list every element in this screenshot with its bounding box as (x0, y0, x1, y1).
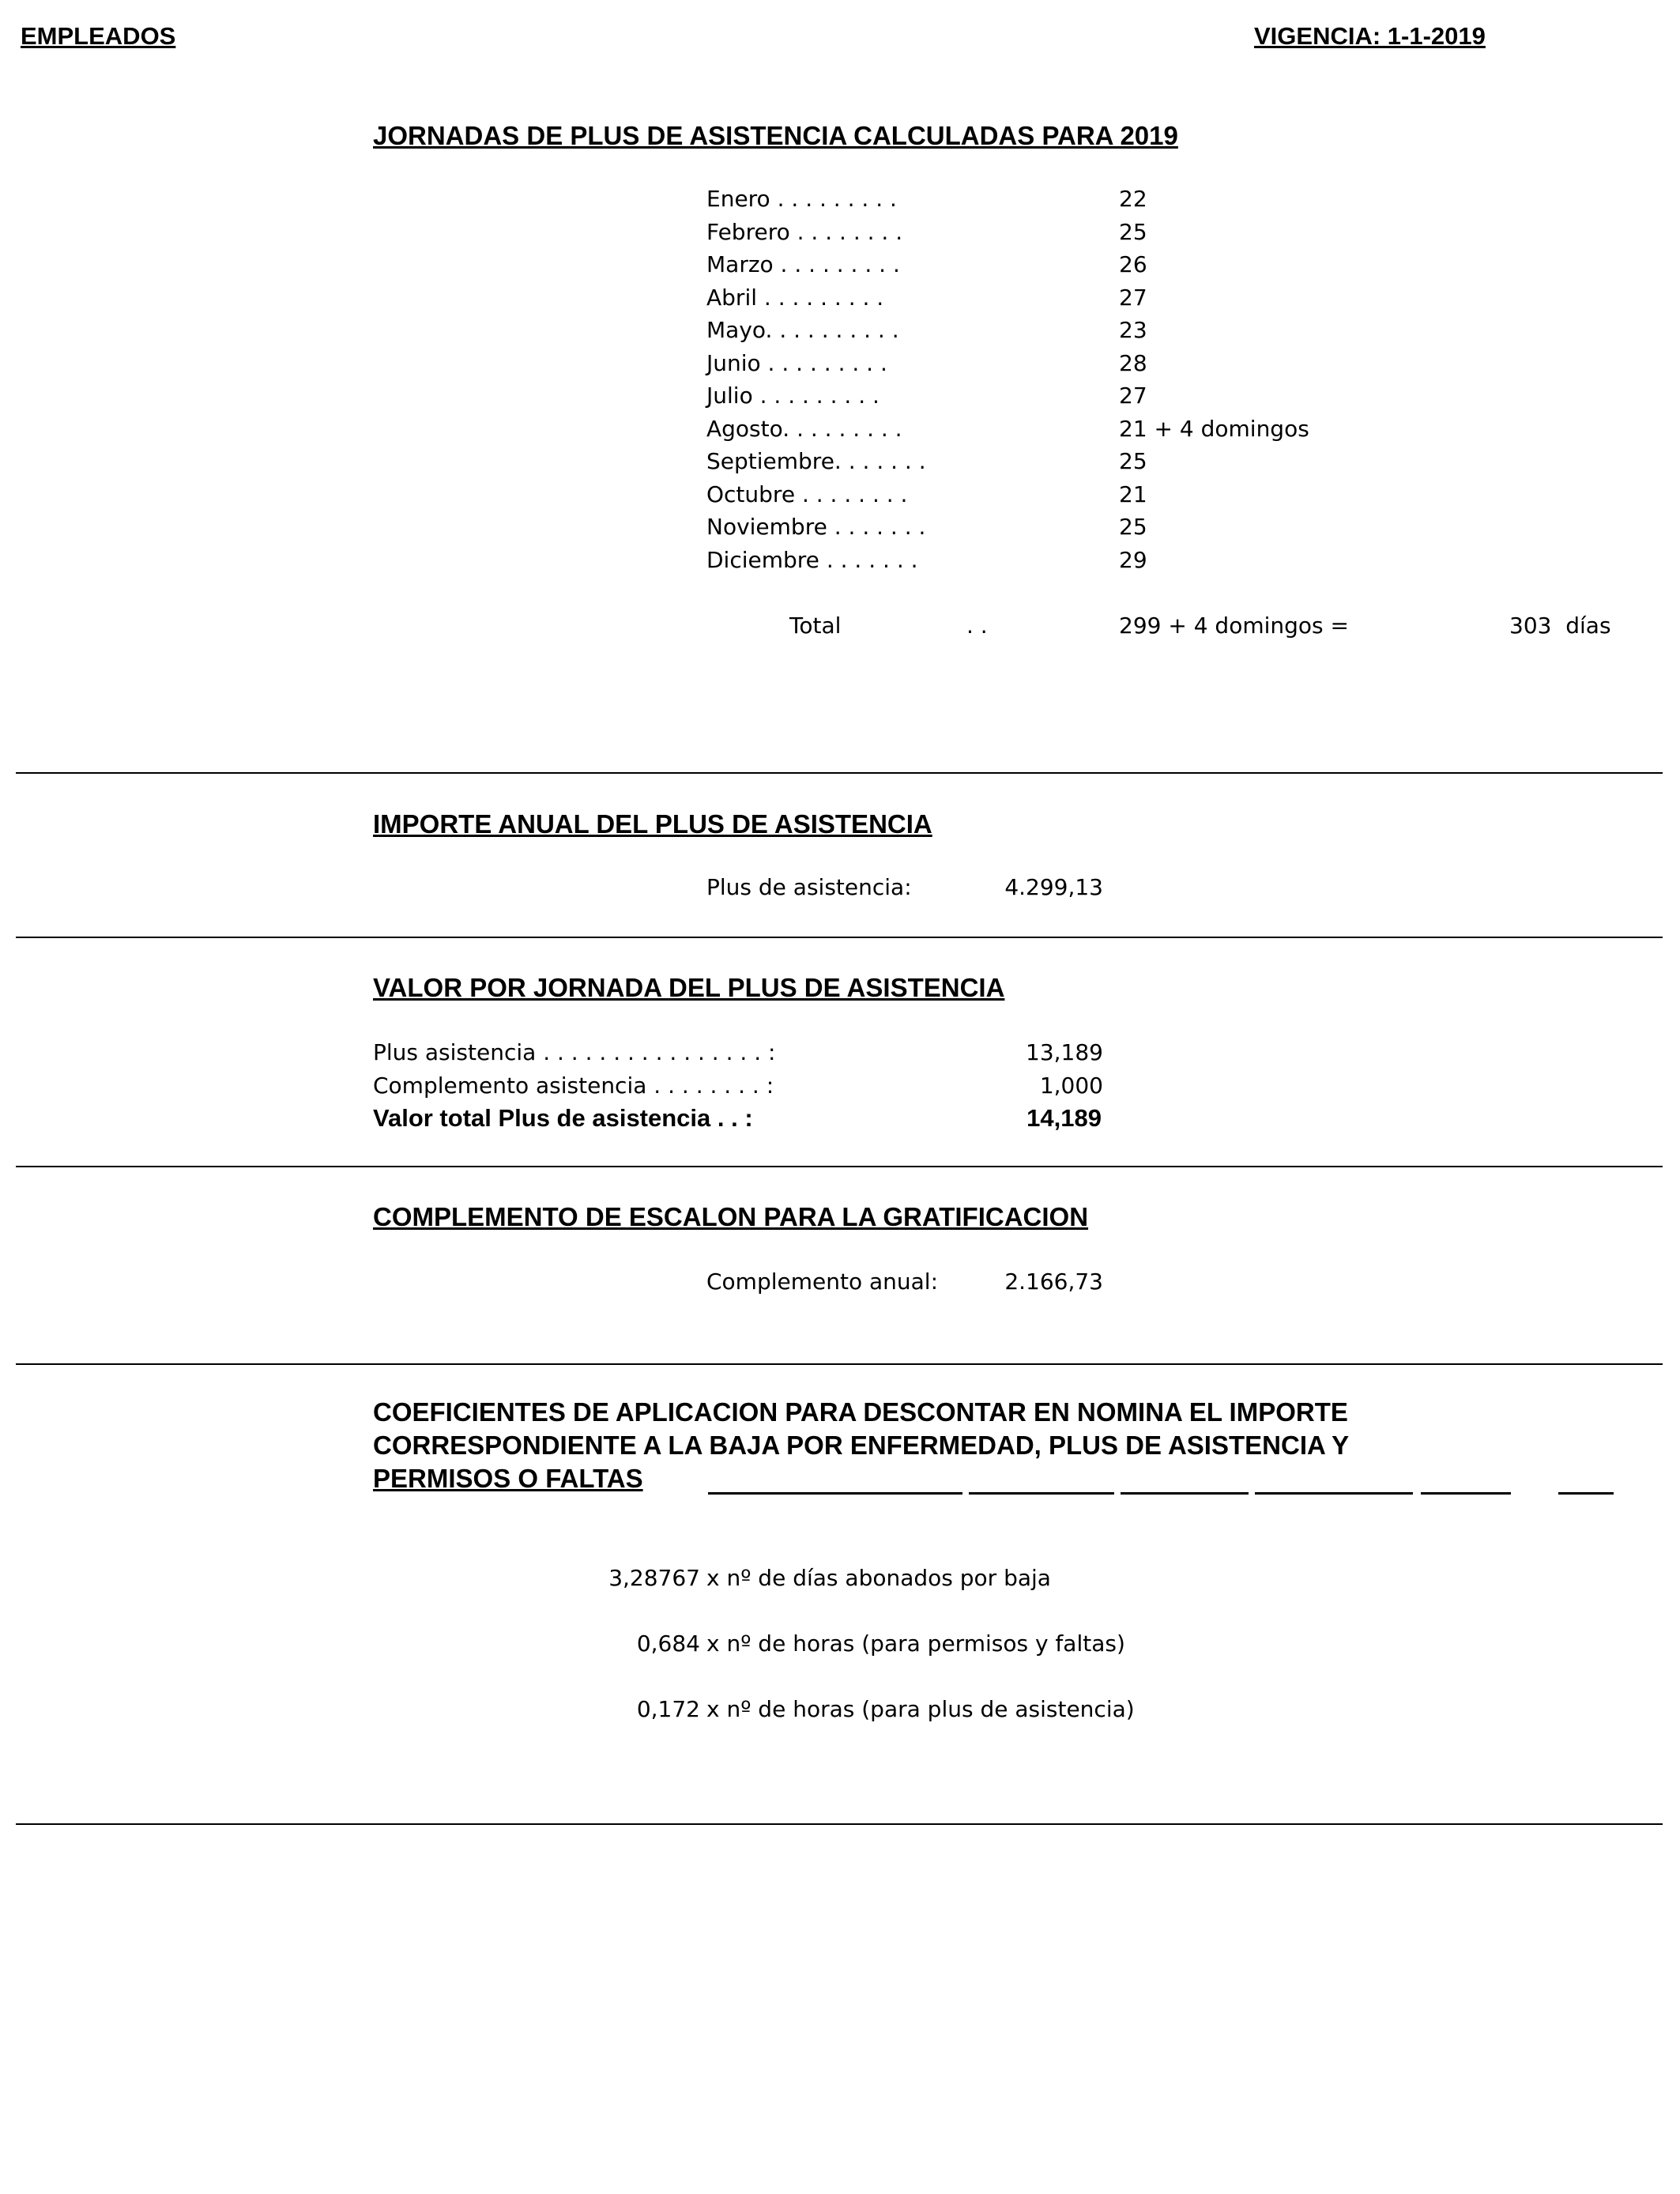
month-label: Marzo . . . . . . . . . (706, 251, 900, 277)
month-value: 21 + 4 domingos (1119, 416, 1309, 442)
month-row (0, 352, 1680, 384)
importe-title: IMPORTE ANUAL DEL PLUS DE ASISTENCIA (373, 809, 932, 839)
month-label: Noviembre . . . . . . . (706, 514, 926, 540)
month-label: Diciembre . . . . . . . (706, 547, 918, 573)
section-divider (16, 937, 1663, 938)
month-label: Agosto. . . . . . . . . (706, 416, 902, 442)
complemento-title: COMPLEMENTO DE ESCALON PARA LA GRATIFICACION (373, 1202, 1089, 1231)
valor-total-value: 14,189 (1026, 1104, 1102, 1132)
coef-value: 0,684 (636, 1630, 700, 1657)
total-dots: . . (966, 613, 988, 639)
month-row (0, 385, 1680, 417)
total-label: Total (789, 613, 842, 639)
valor-total-label: Valor total Plus de asistencia . . : (373, 1104, 753, 1132)
month-value: 27 (1119, 285, 1147, 311)
blank-line (1421, 1492, 1511, 1495)
section-divider (16, 772, 1663, 774)
jornadas-title: JORNADAS DE PLUS DE ASISTENCIA CALCULADAS PARA 2019 (373, 121, 1178, 150)
month-value: 27 (1119, 383, 1147, 409)
total-sum: 299 + 4 domingos = (1119, 613, 1349, 639)
month-label: Julio . . . . . . . . . (706, 383, 880, 409)
complemento-label: Complemento anual: (706, 1269, 939, 1295)
coef-value: 3,28767 (608, 1565, 700, 1591)
coef-title-line: PERMISOS O FALTAS (373, 1464, 643, 1493)
blank-line (1558, 1492, 1614, 1495)
importe-value: 4.299,13 (1004, 874, 1103, 900)
header-left: EMPLEADOS (21, 22, 176, 50)
valor-row-label: Plus asistencia . . . . . . . . . . . . . . . . : (373, 1039, 776, 1065)
total-days: 303 días (1509, 613, 1611, 639)
month-row (0, 221, 1680, 253)
month-label: Mayo. . . . . . . . . . (706, 317, 899, 343)
coef-text: x nº de horas (para permisos y faltas) (706, 1630, 1125, 1657)
blank-line (708, 1492, 962, 1495)
valor-row-value: 13,189 (1026, 1039, 1103, 1065)
month-value: 25 (1119, 448, 1147, 474)
section-divider (16, 1363, 1663, 1365)
coeficientes-title (373, 1396, 1349, 1495)
coef-text: x nº de horas (para plus de asistencia) (706, 1696, 1135, 1722)
section-divider (16, 1823, 1663, 1825)
month-label: Junio . . . . . . . . . (706, 350, 887, 376)
valor-row-label: Complemento asistencia . . . . . . . . : (373, 1072, 774, 1099)
coef-title-line: CORRESPONDIENTE A LA BAJA POR ENFERMEDAD, PLUS DE ASISTENCIA Y (373, 1431, 1350, 1460)
month-value: 25 (1119, 514, 1147, 540)
month-value: 22 (1119, 186, 1147, 212)
coef-text: x nº de días abonados por baja (706, 1565, 1051, 1591)
month-value: 29 (1119, 547, 1147, 573)
month-row (0, 418, 1680, 450)
importe-label: Plus de asistencia: (706, 874, 912, 900)
header-validity: VIGENCIA: 1-1-2019 (1254, 22, 1486, 50)
month-value: 26 (1119, 251, 1147, 277)
month-row (0, 188, 1680, 220)
month-value: 21 (1119, 481, 1147, 507)
month-value: 23 (1119, 317, 1147, 343)
month-value: 28 (1119, 350, 1147, 376)
valor-row-value: 1,000 (1039, 1072, 1103, 1099)
section-divider (16, 1166, 1663, 1167)
month-row (0, 450, 1680, 482)
coef-value: 0,172 (636, 1696, 700, 1722)
month-value: 25 (1119, 219, 1147, 245)
blank-line (1121, 1492, 1249, 1495)
valor-title: VALOR POR JORNADA DEL PLUS DE ASISTENCIA (373, 973, 1005, 1002)
month-label: Septiembre. . . . . . . (706, 448, 926, 474)
month-label: Octubre . . . . . . . . (706, 481, 908, 507)
month-label: Febrero . . . . . . . . (706, 219, 903, 245)
month-row (0, 481, 1680, 515)
blank-line (969, 1492, 1114, 1495)
month-row (0, 516, 1680, 548)
month-row (0, 549, 1680, 581)
complemento-value: 2.166,73 (1004, 1269, 1103, 1295)
month-label: Enero . . . . . . . . . (706, 186, 897, 212)
month-row (0, 287, 1680, 319)
month-label: Abril . . . . . . . . . (706, 285, 884, 311)
blank-line (1255, 1492, 1413, 1495)
month-row (0, 251, 1680, 285)
coef-title-line: COEFICIENTES DE APLICACION PARA DESCONTAR EN NOMINA EL IMPORTE (373, 1397, 1348, 1427)
month-row (0, 319, 1680, 351)
